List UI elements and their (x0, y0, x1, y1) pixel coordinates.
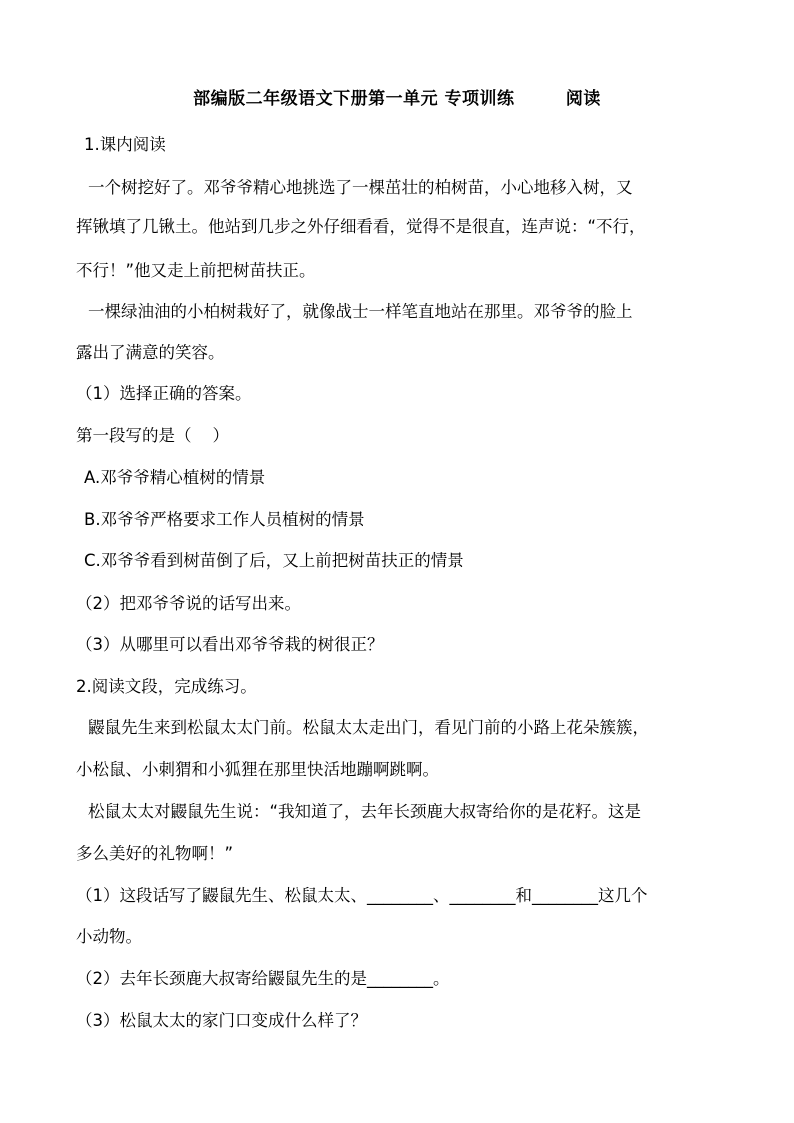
q1-option-a: A.邓爷爷精心植树的情景 (84, 468, 266, 487)
q1-para1-line2: 挥锹填了几锹土。他站到几步之外仔细看看，觉得不是很直，连声说：“不行， (76, 217, 646, 236)
q2-para2-line2: 多么美好的礼物啊！” (76, 844, 234, 863)
q2-subquestion-2: （2）去年长颈鹿大叔寄给鼹鼠先生的是________。 (76, 969, 450, 988)
q1-subquestion-2: （2）把邓爷爷说的话写出来。 (76, 594, 301, 613)
q2-subquestion-1-line2: 小动物。 (76, 927, 142, 946)
q1-para2-line2: 露出了满意的笑容。 (76, 343, 225, 362)
page-title: 部编版二年级语文下册第一单元 专项训练 阅读 (193, 89, 601, 109)
q1-para1-line3: 不行！”他又走上前把树苗扶正。 (76, 261, 316, 280)
q1-para1-line1: 一个树挖好了。邓爷爷精心地挑选了一棵茁壮的柏树苗，小心地移入树，又 (88, 178, 633, 197)
q2-para2-line1: 松鼠太太对鼹鼠先生说：“我知道了，去年长颈鹿大叔寄给你的是花籽。这是 (88, 802, 642, 821)
q2-subquestion-1-line1: （1）这段话写了鼹鼠先生、松鼠太太、________、________和________这几个 (76, 886, 648, 905)
q1-subquestion-1: （1）选择正确的答案。 (76, 384, 252, 403)
q2-para1-line1: 鼹鼠先生来到松鼠太太门前。松鼠太太走出门，看见门前的小路上花朵簇簇， (88, 718, 649, 737)
q1-heading: 1.课内阅读 (84, 135, 166, 154)
q2-subquestion-3: （3）松鼠太太的家门口变成什么样了？ (76, 1011, 367, 1030)
q1-option-b: B.邓爷爷严格要求工作人员植树的情景 (84, 510, 365, 529)
q2-para1-line2: 小松鼠、小刺猬和小狐狸在那里快活地蹦啊跳啊。 (76, 760, 439, 779)
q1-para2-line1: 一棵绿油油的小柏树栽好了，就像战士一样笔直地站在那里。邓爷爷的脸上 (88, 302, 633, 321)
q1-subquestion-3: （3）从哪里可以看出邓爷爷栽的树很正？ (76, 635, 384, 654)
q2-heading: 2.阅读文段，完成练习。 (76, 677, 257, 696)
q1-prompt: 第一段写的是（ ） (76, 426, 229, 445)
q1-option-c: C.邓爷爷看到树苗倒了后，又上前把树苗扶正的情景 (84, 551, 464, 570)
